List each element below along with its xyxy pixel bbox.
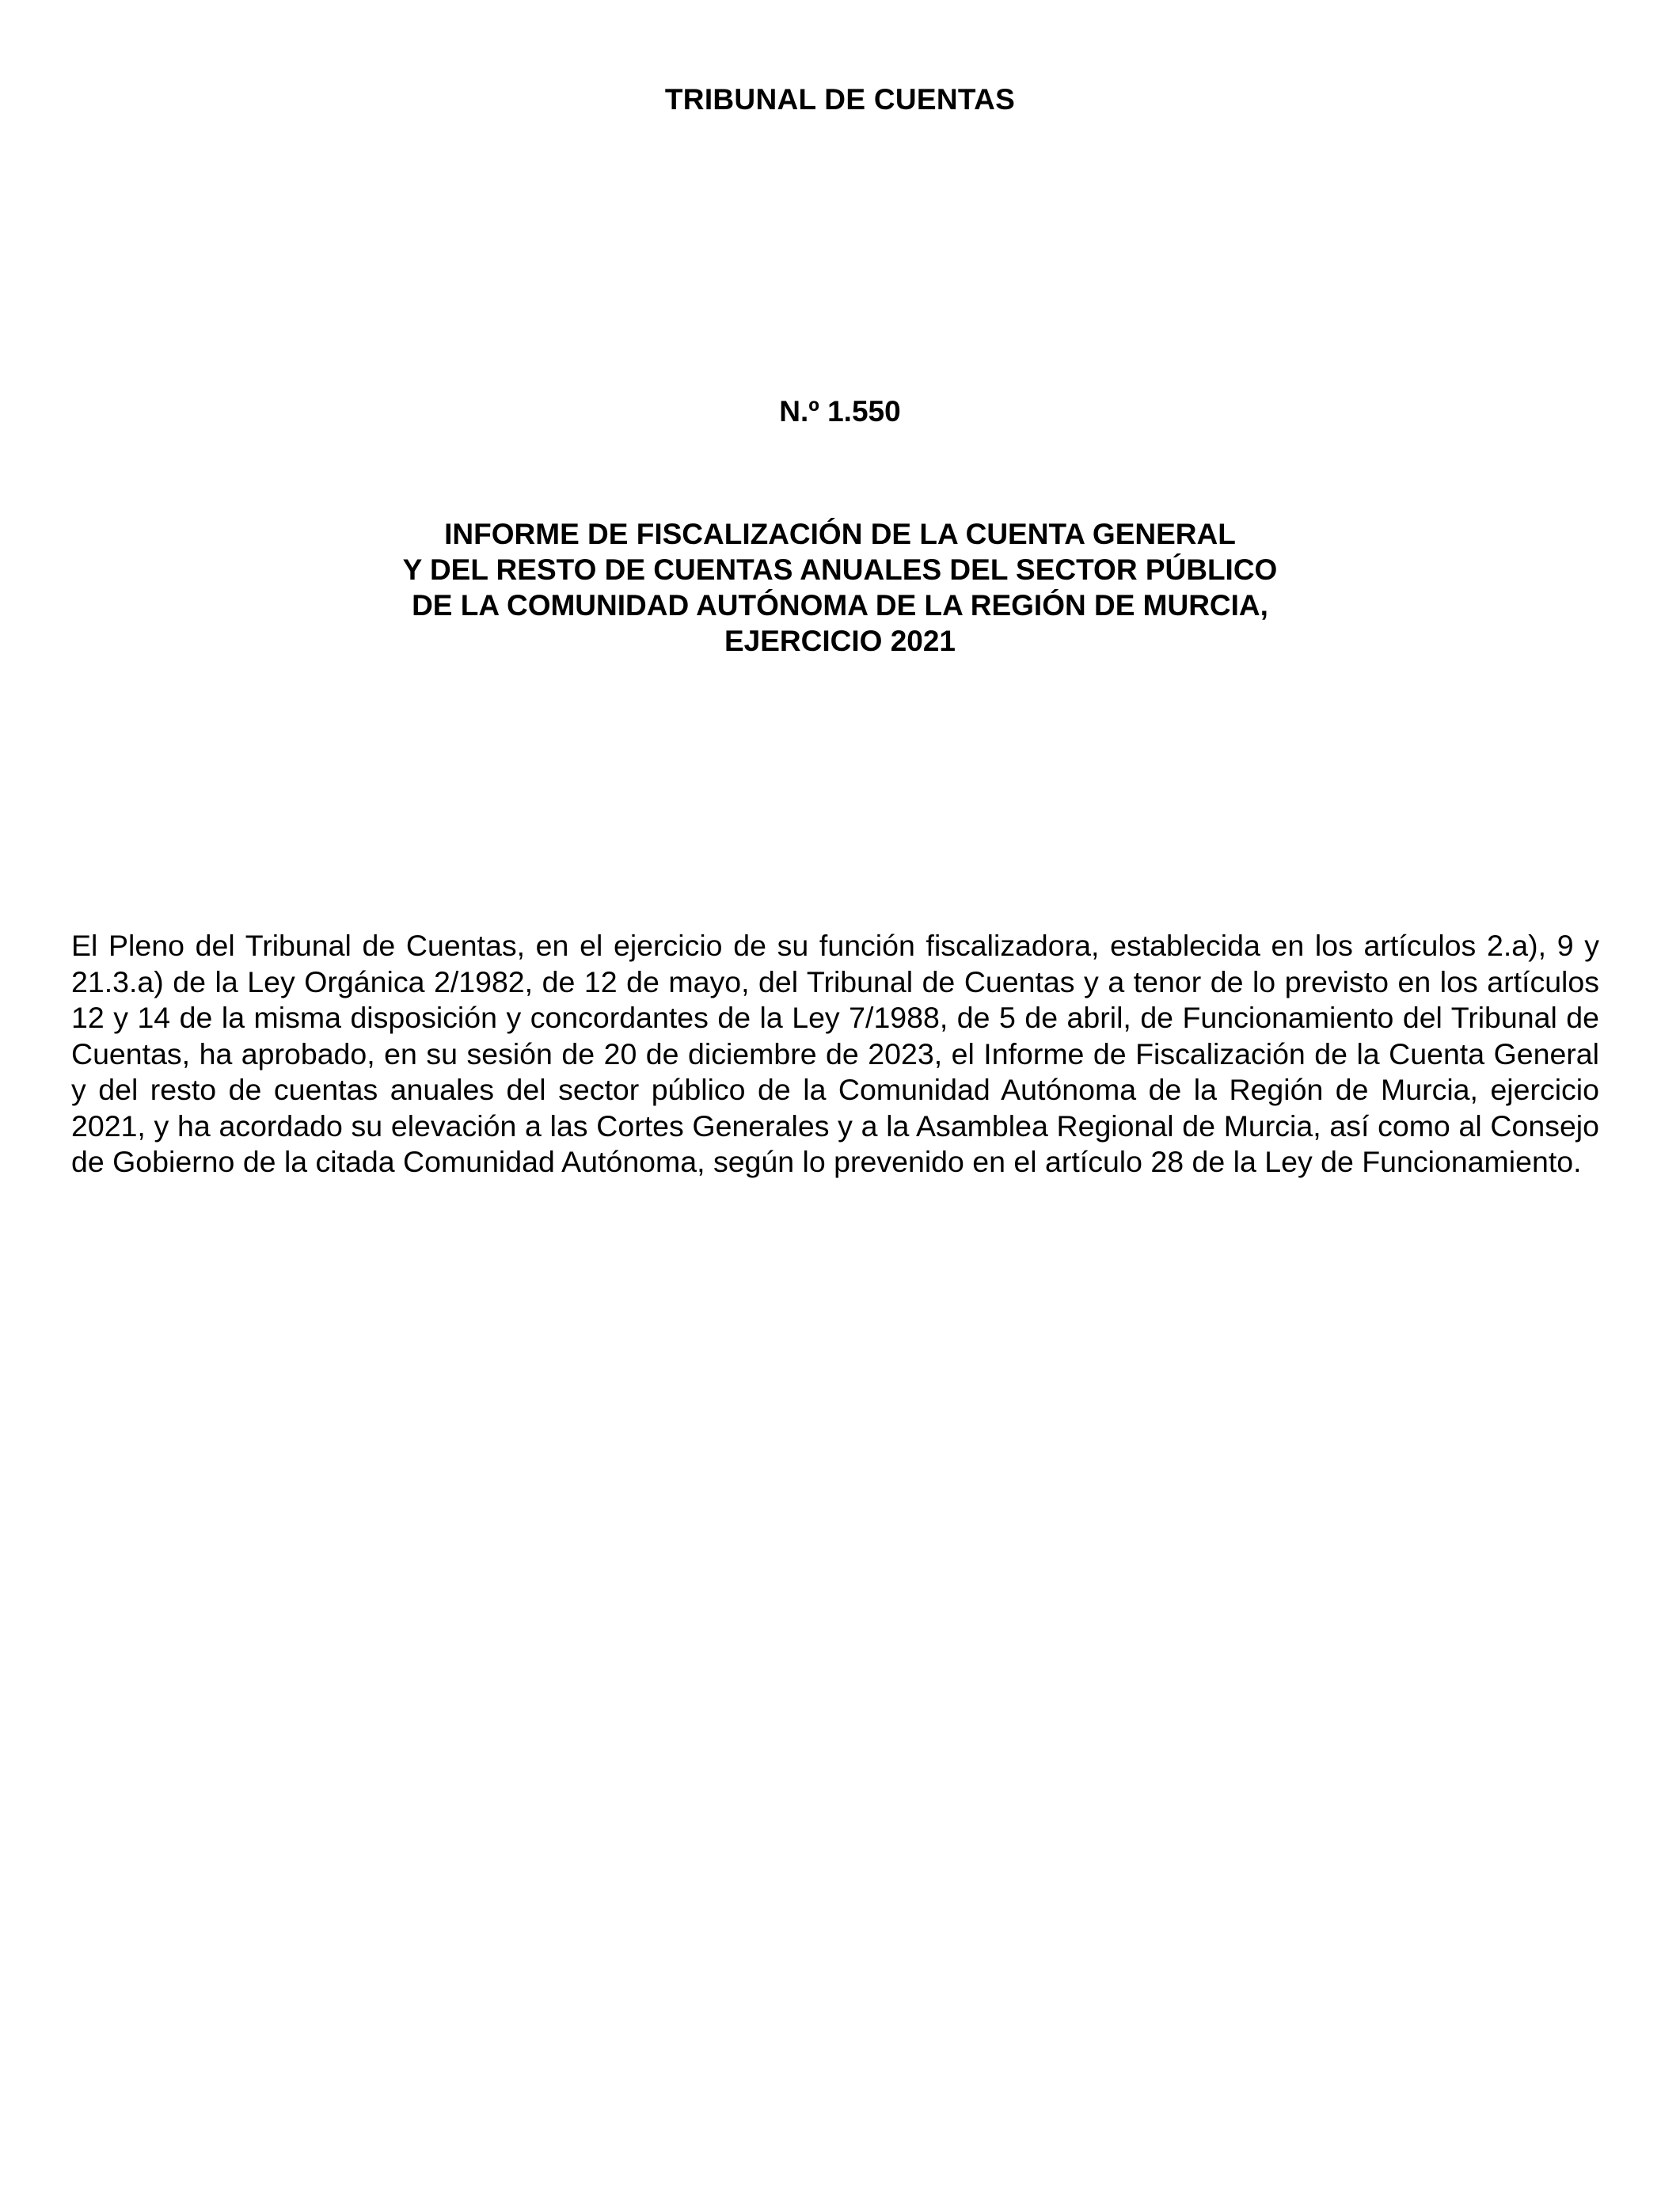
approval-paragraph: El Pleno del Tribunal de Cuentas, en el ejercicio de su función fiscalizadora, establecida en los artículos 2.a), 9 y 21.3.a) de la Ley Orgánica 2/1982, de 12 de mayo, del Tribunal de Cuentas y a tenor de lo previsto en los artículos 12 y 14 de la misma disposición y concordantes de la Ley 7/1988, de 5 de abril, de Funcionamiento del Tribunal de Cuentas, ha aprobado, en su sesión de 20 de diciembre de 2023, el Informe de Fiscalización de la Cuenta General y del resto de cuentas anuales del sector público de la Comunidad Autónoma de la Región de Murcia, ejercicio 2021, y ha acordado su elevación a las Cortes Generales y a la Asamblea Regional de Murcia, así como al Consejo de Gobierno de la citada Comunidad Autónoma, según lo prevenido en el artículo 28 de la Ley de Funcionamiento. xyxy=(71,929,1599,1178)
report-title-line: Y DEL RESTO DE CUENTAS ANUALES DEL SECTOR PÚBLICO xyxy=(402,553,1278,586)
institution-header: TRIBUNAL DE CUENTAS xyxy=(664,83,1016,116)
report-number: N.º 1.550 xyxy=(779,395,901,428)
report-title xyxy=(0,516,1680,659)
report-title-line: EJERCICIO 2021 xyxy=(724,625,956,657)
report-title-line: DE LA COMUNIDAD AUTÓNOMA DE LA REGIÓN DE MURCIA, xyxy=(412,589,1268,622)
report-title-line: INFORME DE FISCALIZACIÓN DE LA CUENTA GENERAL xyxy=(444,518,1236,550)
